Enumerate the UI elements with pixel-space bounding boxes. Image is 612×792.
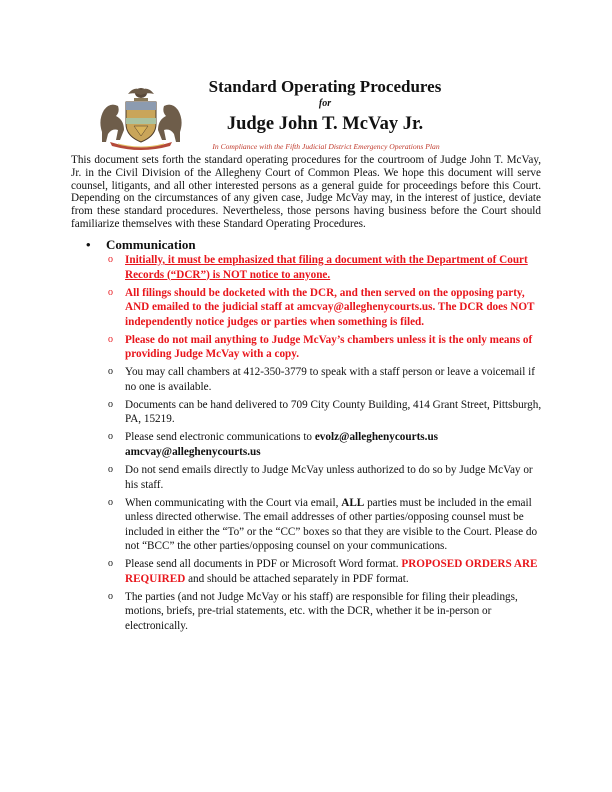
list-item-text: Do not send emails directly to Judge McVay unless authorized to do so by Judge McVay or his staff. (125, 464, 533, 491)
list-item-text: All filings should be docketed with the DCR, and then served on the opposing party, AND emailed to the judicial staff at amcvay@alleghenycourts.us. The DCR does NOT independently notice judges or parties when something is filed. (125, 286, 535, 328)
list-marker: o (108, 431, 113, 443)
list-item (108, 333, 542, 362)
compliance-subtitle: In Compliance with the Fifth Judicial District Emergency Operations Plan (212, 142, 440, 151)
list-item (108, 463, 542, 492)
list-marker: o (108, 286, 113, 298)
list-item-text: and should be attached separately in PDF format. (185, 572, 409, 585)
email-link-evolz[interactable]: evolz@alleghenycourts.us (314, 431, 439, 444)
list-marker: o (108, 398, 113, 410)
list-marker: o (108, 464, 113, 476)
list-item-text: You may call chambers at 412-350-3779 to speak with a staff person or leave a voicemail if no one is available. (125, 366, 535, 393)
list-marker: o (108, 254, 113, 265)
list-item (108, 590, 542, 634)
document-title: Standard Operating Procedures (208, 77, 442, 96)
list-item-text: Documents can be hand delivered to 709 City County Building, 414 Grant Street, Pittsburgh, PA, 15219. (125, 398, 542, 426)
list-item (108, 430, 542, 459)
list-marker: o (108, 333, 113, 345)
intro-paragraph: This document sets forth the standard operating procedures for the courtroom of Judge John T. McVay, Jr. in the Civil Division of the Allegheny Court of Common Pleas. We hope this document will serve counsel, litigants, and all other interested persons as a general guide for proceedings before this Court. Depending on the circumstances of any given case, Judge McVay may, in the interest of justice, deviate from these standard procedures. Nevertheless, those persons having business before the Court should familiarize themselves with these Standard Operating Procedures. (71, 154, 541, 230)
section-heading-label: Communication (106, 237, 196, 252)
list-item-text: Please send electronic communications to (125, 431, 315, 444)
list-item (108, 253, 542, 282)
list-item-text: Please do not mail anything to Judge McVay’s chambers unless it is the only means of providing Judge McVay with a copy. (125, 333, 533, 361)
for-label: for (318, 98, 332, 109)
list-marker: o (108, 590, 113, 602)
communication-list (108, 253, 542, 637)
emphasis-all: ALL (341, 496, 365, 509)
list-marker: o (108, 558, 113, 570)
list-item (108, 398, 542, 427)
list-item (108, 557, 542, 586)
list-item (108, 286, 542, 330)
judge-name: Judge John T. McVay Jr. (226, 114, 424, 134)
bullet-marker: • (86, 237, 91, 252)
list-marker: o (108, 496, 113, 508)
list-item-text: Initially, it must be emphasized that filing a document with the Department of Court Records (“DCR”) is NOT notice to anyone. (125, 254, 528, 281)
list-item (108, 365, 542, 394)
list-marker: o (108, 366, 113, 378)
list-item-text: The parties (and not Judge McVay or his staff) are responsible for filing their pleadings, motions, briefs, pre-trial statements, etc. with the DCR, whether it be in-person or electronically. (125, 590, 518, 632)
email-link-amcvay[interactable]: amcvay@alleghenycourts.us (125, 445, 261, 458)
list-item-text: parties must be included in the email unless directed otherwise. The email addresses of other parties/opposing counsel must be included in either the “To” or the “CC” boxes so that they are visible to the Court. Please do not “BCC” the other parties/opposing counsel on your communications. (125, 496, 538, 553)
pennsylvania-seal-icon (90, 80, 192, 150)
list-item-text: When communicating with the Court via email, (125, 496, 342, 509)
list-item-text: Please send all documents in PDF or Microsoft Word format. (125, 558, 402, 571)
proposed-orders-required: PROPOSED ORDERS ARE REQUIRED (125, 558, 538, 585)
section-heading (86, 237, 196, 253)
list-item (108, 496, 542, 554)
